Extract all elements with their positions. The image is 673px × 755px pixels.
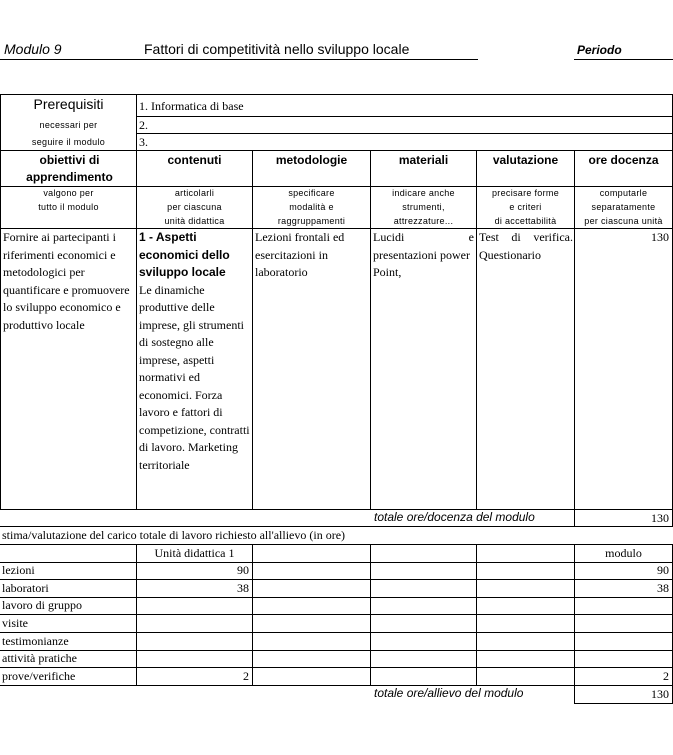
evaluation-text: Test di verifica. Questionario [479,230,573,262]
column-hint: valgono per tutto il modulo [38,188,99,212]
header-underline-left [0,59,478,60]
period-label: Periodo [577,43,622,57]
teaching-hours-value: 130 [651,230,669,244]
column-hint: indicare anche strumenti, attrezzature... [392,188,455,226]
workload-title: stima/valutazione del carico totale di lavoro richiesto all'allievo (in ore) [2,528,346,542]
objectives-text: Fornire ai partecipanti i riferimenti economici e metodologici per quantificare e promuovere lo sviluppo economico e produttivo locale [3,230,130,332]
workload-row-label: visite [2,616,28,630]
contents-unit-body: Le dinamiche produttive delle imprese, gli strumenti di sostegno alle imprese, aspetti normativi ed economici. Forza lavoro e fattori di competizione, contratti di lavoro. Marketing territoriale [139,282,250,472]
total-teaching-label: totale ore/docenza del modulo [374,510,535,524]
materials-text-a: Lucidi [373,230,405,244]
column-header-methods: metodologie [275,153,348,167]
page-title: Fattori di competitività nello sviluppo locale [144,41,410,57]
column-header-evaluation: valutazione [492,153,559,167]
workload-row-unit: 38 [237,581,249,595]
methods-text: Lezioni frontali ed esercitazioni in laboratorio [255,230,345,279]
column-header-teaching-hours: ore docenza [588,153,659,167]
workload-row-module: 2 [663,669,669,683]
workload-row-label: lezioni [2,563,35,577]
workload-row-module: 90 [657,563,669,577]
column-header-contents: contenuti [167,153,222,167]
total-student-label: totale ore/allievo del modulo [374,686,524,700]
header-underline-right [574,59,673,60]
column-header-objectives: obiettivi di apprendimento [26,153,113,184]
module-number: Modulo 9 [4,41,62,57]
workload-row-label: testimonianze [2,634,69,648]
column-hint: articolarli per ciascuna unità didattica [164,188,225,226]
contents-unit-title: 1 - Aspetti economici dello sviluppo locale [139,230,230,279]
materials-text-c: presentazioni power Point, [373,247,470,279]
column-hint: precisare forme e criteri di accettabilità [491,188,560,226]
materials-cell [373,229,474,282]
column-hint: specificare modalità e raggruppamenti [277,188,346,226]
total-student-value: 130 [651,687,669,701]
prerequisites-title: Prerequisiti [33,96,104,112]
materials-text-b: e [468,230,474,244]
prerequisites-subtitle-2: seguire il modulo [31,137,106,147]
workload-row-label: prove/verifiche [2,669,76,683]
contents-cell [139,229,251,474]
workload-row-label: attività pratiche [2,651,77,665]
prerequisite-item: 1. Informatica di base [139,99,244,113]
column-hint: computarle separatamente per ciascuna unità [584,188,663,226]
workload-row-label: laboratori [2,581,49,595]
workload-col-module: modulo [605,546,642,560]
prerequisites-subtitle-1: necessari per [39,120,98,130]
workload-row-unit: 2 [243,669,249,683]
total-teaching-value: 130 [651,511,669,525]
workload-row-module: 38 [657,581,669,595]
prerequisite-item: 2. [139,118,148,132]
prerequisite-item: 3. [139,135,148,149]
column-header-materials: materiali [398,153,449,167]
workload-row-unit: 90 [237,563,249,577]
workload-row-label: lavoro di gruppo [2,598,82,612]
workload-col-unit: Unità didattica 1 [154,546,235,560]
